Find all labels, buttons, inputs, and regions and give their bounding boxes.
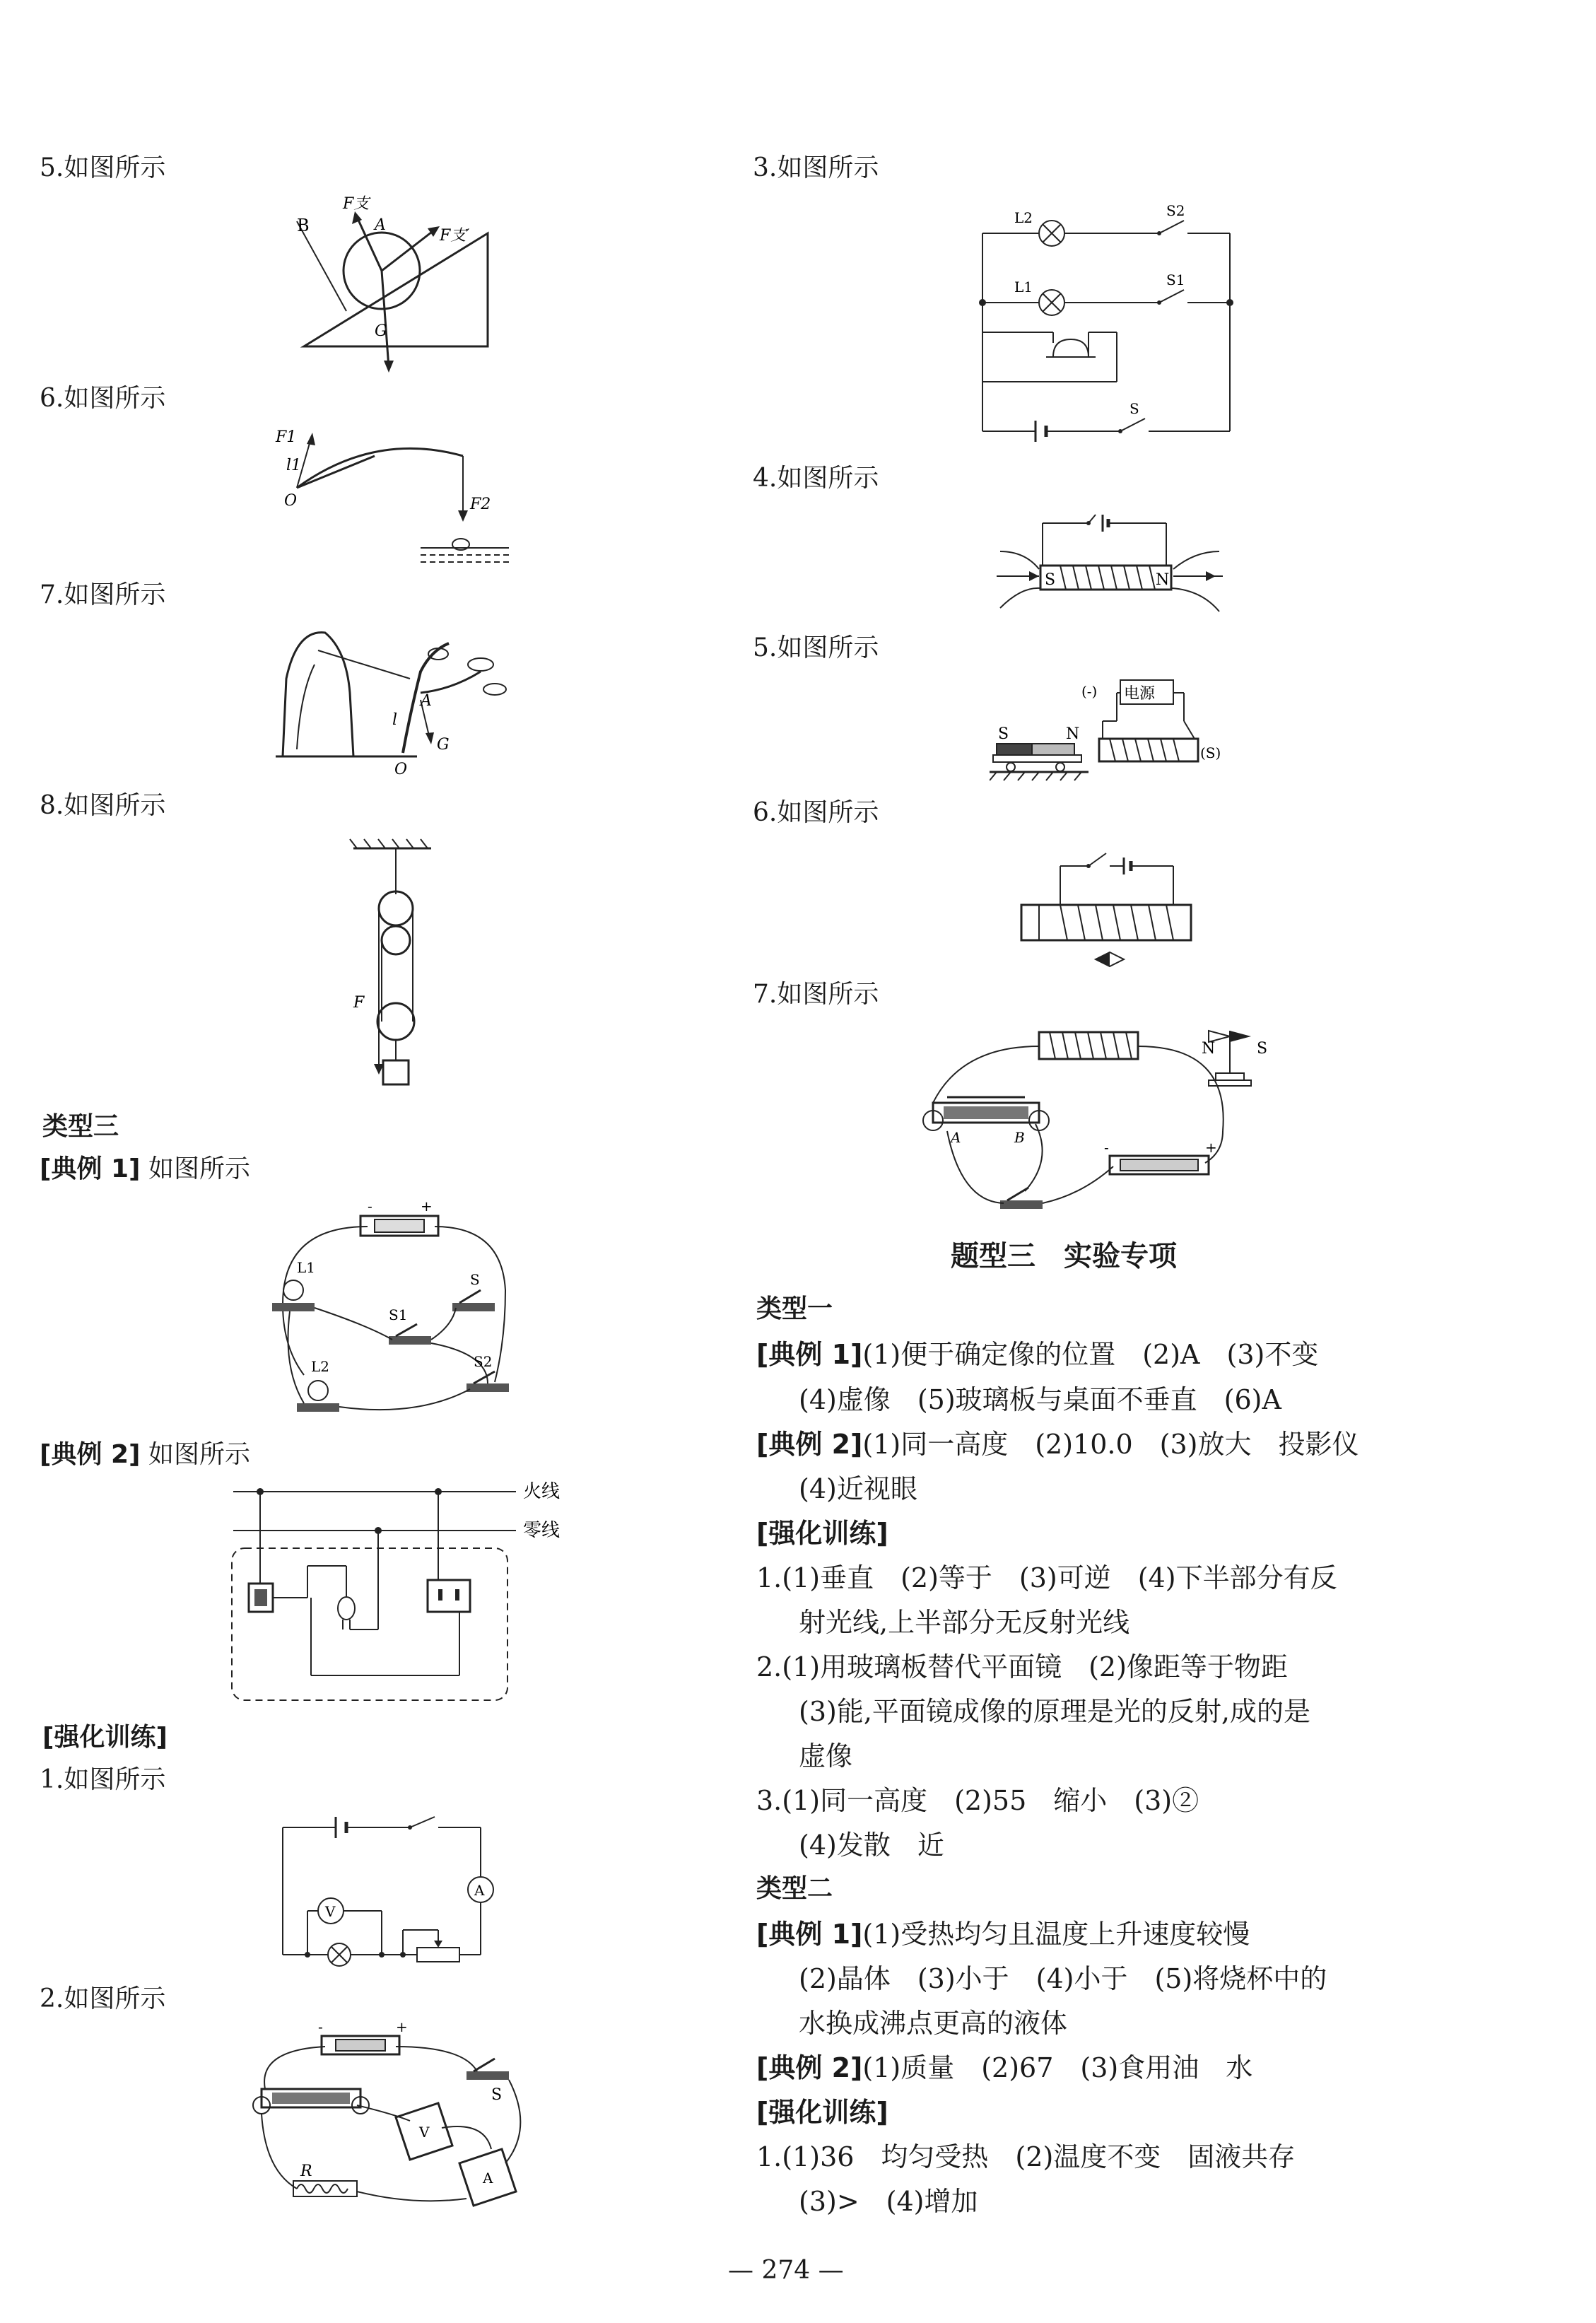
svg-text:F支: F支 — [343, 195, 370, 213]
svg-text:(S): (S) — [1200, 744, 1221, 761]
page-number: — 274 — — [728, 2256, 844, 2285]
left-item-7: 7.如图所示 — [40, 580, 166, 609]
svg-text:F支′: F支′ — [440, 227, 470, 245]
figure-ex1-circuit — [262, 1198, 530, 1432]
right-item-7: 7.如图所示 — [753, 980, 879, 1009]
answer-line: [典例 2](1)质量 (2)67 (3)食用油 水 — [756, 2052, 1253, 2083]
answer-line: (4)近视眼 — [799, 1473, 917, 1504]
svg-text:S: S — [1045, 571, 1056, 589]
svg-text:F2: F2 — [470, 496, 491, 513]
left-train-heading: [强化训练] — [42, 1723, 168, 1752]
right-item-5: 5.如图所示 — [753, 633, 879, 662]
figure-cliff-tree — [269, 622, 537, 785]
svg-text:F: F — [353, 994, 365, 1012]
svg-text:N: N — [1202, 1040, 1216, 1058]
svg-text:V: V — [419, 2124, 430, 2141]
left-item-8: 8.如图所示 — [40, 791, 166, 820]
left-train-2: 2.如图所示 — [40, 1984, 166, 2013]
figure-solenoid-field — [990, 509, 1230, 629]
svg-text:+: + — [396, 2022, 408, 2035]
right-item-6: 6.如图所示 — [753, 798, 879, 827]
svg-text:B: B — [297, 216, 310, 235]
answer-line: (4)虚像 (5)玻璃板与桌面不垂直 (6)A — [799, 1384, 1281, 1415]
svg-text:O: O — [394, 761, 408, 778]
svg-text:L2: L2 — [1014, 209, 1033, 226]
svg-text:L1: L1 — [1014, 279, 1033, 296]
figure-magnet-cart — [990, 672, 1244, 792]
svg-text:N: N — [1156, 571, 1170, 589]
answer-line: (2)晶体 (3)小于 (4)小于 (5)将烧杯中的 — [799, 1963, 1327, 1994]
type1-heading: 类型一 — [756, 1294, 833, 1323]
svg-text:S: S — [470, 1271, 480, 1288]
answer-line: 水换成沸点更高的液体 — [799, 2008, 1068, 2039]
svg-text:R: R — [300, 2163, 312, 2180]
figure-right3-circuit — [968, 198, 1244, 445]
figure-incline-ball — [283, 187, 509, 378]
answer-line: 1.(1)垂直 (2)等于 (3)可逆 (4)下半部分有反 — [756, 1562, 1337, 1593]
answer-line: [典例 2](1)同一高度 (2)10.0 (3)放大 投影仪 — [756, 1429, 1359, 1460]
train-heading: [强化训练] — [756, 2097, 888, 2128]
svg-text:+: + — [1205, 1139, 1217, 1156]
svg-text:-: - — [368, 1198, 372, 1215]
figure-solenoid-switch — [1011, 838, 1202, 972]
svg-text:S1: S1 — [389, 1306, 408, 1323]
type2-heading: 类型二 — [756, 1874, 833, 1903]
answer-line: (4)发散 近 — [799, 1830, 944, 1861]
answer-line: [典例 1](1)受热均匀且温度上升速度较慢 — [756, 1919, 1250, 1950]
svg-text:S: S — [491, 2086, 503, 2104]
right-item-4: 4.如图所示 — [753, 464, 879, 493]
train-heading: [强化训练] — [756, 1518, 888, 1549]
left-item-6: 6.如图所示 — [40, 384, 166, 413]
svg-text:S: S — [998, 725, 1009, 743]
answer-line: (3)能,平面镜成像的原理是光的反射,成的是 — [799, 1696, 1310, 1727]
figure-train1-circuit — [276, 1806, 495, 1972]
svg-text:l1: l1 — [286, 457, 302, 474]
svg-text:A: A — [375, 216, 386, 234]
svg-text:S2: S2 — [474, 1353, 493, 1370]
figure-train2-circuit — [251, 2022, 548, 2227]
svg-text:L2: L2 — [311, 1358, 330, 1375]
figure-pulley — [339, 831, 452, 1099]
svg-text:S2: S2 — [1166, 202, 1185, 219]
svg-text:-: - — [318, 2022, 323, 2035]
answer-line: 虚像 — [799, 1740, 853, 1772]
svg-text:(-): (-) — [1081, 683, 1098, 700]
section-title: 题型三 实验专项 — [951, 1240, 1177, 1272]
svg-text:S: S — [1129, 400, 1139, 417]
left-ex2: [典例 2] 如图所示 — [40, 1440, 250, 1469]
svg-text:F1: F1 — [276, 428, 297, 446]
svg-text:G: G — [375, 322, 387, 340]
svg-text:S: S — [1257, 1040, 1268, 1058]
svg-text:S1: S1 — [1166, 271, 1185, 288]
svg-text:O: O — [284, 492, 298, 510]
svg-text:零线: 零线 — [523, 1520, 561, 1541]
svg-text:A: A — [421, 692, 432, 710]
svg-text:-: - — [1104, 1139, 1109, 1156]
answer-line: 3.(1)同一高度 (2)55 缩小 (3)② — [756, 1785, 1199, 1816]
figure-right7-circuit — [919, 1018, 1315, 1230]
svg-text:电源: 电源 — [1124, 685, 1156, 703]
left-ex1: [典例 1] 如图所示 — [40, 1154, 250, 1183]
svg-text:N: N — [1066, 725, 1080, 743]
answer-line: 1.(1)36 均匀受热 (2)温度不变 固液共存 — [756, 2141, 1296, 2172]
type3-heading: 类型三 — [42, 1112, 119, 1141]
svg-text:火线: 火线 — [523, 1481, 561, 1502]
right-item-3: 3.如图所示 — [753, 153, 879, 182]
svg-text:A: A — [483, 2170, 493, 2187]
svg-text:A: A — [951, 1129, 961, 1146]
svg-text:A: A — [474, 1882, 485, 1899]
left-train-1: 1.如图所示 — [40, 1765, 166, 1794]
answer-line: 2.(1)用玻璃板替代平面镜 (2)像距等于物距 — [756, 1651, 1288, 1683]
svg-text:L1: L1 — [297, 1259, 316, 1276]
figure-ex2-household-circuit — [226, 1470, 580, 1711]
svg-text:B: B — [1014, 1129, 1025, 1146]
left-item-5: 5.如图所示 — [40, 153, 166, 182]
answer-line: (3)> (4)增加 — [799, 2186, 978, 2217]
svg-text:V: V — [325, 1903, 336, 1920]
svg-text:+: + — [421, 1198, 433, 1215]
svg-text:l: l — [392, 711, 398, 729]
figure-fishing-rod — [269, 417, 523, 576]
svg-text:G: G — [437, 736, 450, 754]
answer-line: 射光线,上半部分无反射光线 — [799, 1607, 1130, 1638]
answer-line: [典例 1](1)便于确定像的位置 (2)A (3)不变 — [756, 1339, 1319, 1370]
